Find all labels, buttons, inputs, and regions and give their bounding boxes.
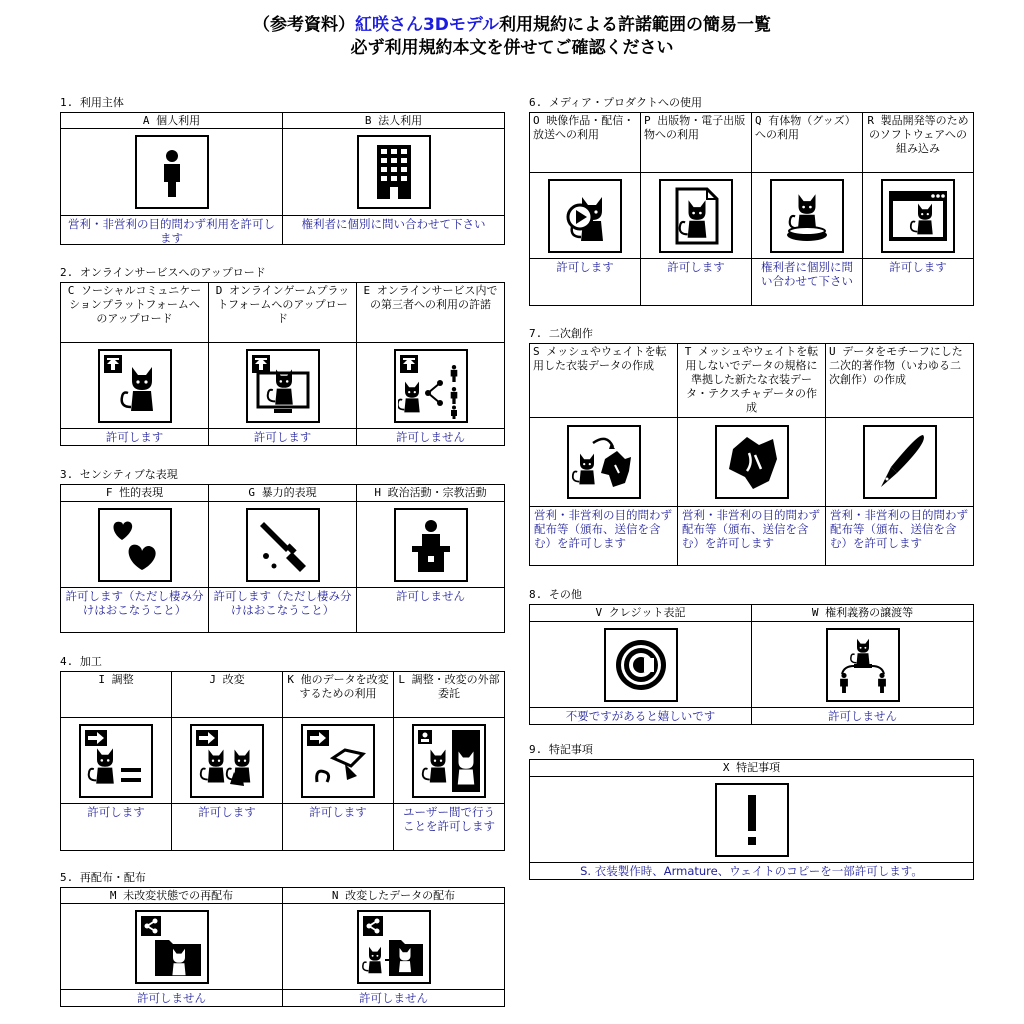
permission-text: 許可します（ただし棲み分けはおこなうこと） — [213, 589, 352, 617]
section-heading: 5. 再配布・配布 — [60, 871, 146, 884]
section-heading: 4. 加工 — [60, 655, 102, 668]
permission-text: 許可します — [198, 805, 256, 819]
section-media-products — [529, 96, 974, 306]
section-online-upload — [60, 266, 505, 446]
title-line-2: 必ず利用規約本文を併せてご確認ください — [350, 38, 674, 58]
software-window-icon — [881, 179, 955, 253]
permission-grid — [60, 671, 505, 851]
item-b — [283, 113, 505, 244]
item-c — [61, 283, 209, 445]
item-s — [530, 344, 678, 565]
permission-grid — [60, 484, 505, 633]
permission-grid — [60, 887, 505, 1007]
section-other — [529, 588, 974, 725]
video-icon — [548, 179, 622, 253]
section-heading: 9. 特記事項 — [529, 743, 593, 756]
permission-grid — [529, 343, 974, 566]
item-k — [283, 672, 394, 850]
copyright-icon — [604, 628, 678, 702]
exclamation-icon — [715, 783, 789, 857]
item-a — [61, 113, 283, 244]
publication-icon — [659, 179, 733, 253]
section-redistribution — [60, 871, 505, 1007]
item-label: S メッシュやウェイトを転用した衣装データの作成 — [530, 344, 677, 418]
outsource-icon — [412, 724, 486, 798]
share-third-party-icon — [394, 349, 468, 423]
item-l — [394, 672, 505, 850]
item-label: F 性的表現 — [61, 485, 208, 502]
permission-grid — [529, 759, 974, 880]
item-d — [209, 283, 357, 445]
item-i — [61, 672, 172, 850]
permission-text: 許可しません — [137, 991, 206, 1005]
item-label: U データをモチーフにした二次的著作物（いわゆる二次創作）の作成 — [826, 344, 973, 418]
item-u — [826, 344, 974, 565]
item-label: B 法人利用 — [283, 113, 504, 129]
item-n — [283, 888, 505, 1006]
modify-icon — [190, 724, 264, 798]
item-m — [61, 888, 283, 1006]
item-label: P 出版物・電子出版物への利用 — [641, 113, 751, 173]
permission-text: 不要ですがあると嬉しいです — [565, 709, 716, 723]
permission-text: ユーザー間で行うことを許可します — [403, 805, 495, 833]
permission-text: 許可します — [105, 430, 164, 444]
section-derivative-works — [529, 327, 974, 566]
title-suffix: 利用規約による許諾範囲の簡易一覧 — [499, 15, 772, 35]
permission-text: 許可します — [889, 260, 947, 274]
item-label: J 改変 — [172, 672, 282, 718]
section-sensitive — [60, 468, 505, 633]
item-f — [61, 485, 209, 632]
item-label: O 映像作品・配信・放送への利用 — [530, 113, 640, 173]
redistribute-icon — [135, 910, 209, 984]
section-heading: 2. オンラインサービスへのアップロード — [60, 266, 266, 279]
derive-icon — [301, 724, 375, 798]
page-title — [0, 14, 1024, 60]
permission-text: 営利・非営利の目的問わず配布等（頒布、送信を含む）を許可します — [534, 508, 672, 550]
knife-icon — [246, 508, 320, 582]
permission-text: 許可しません — [396, 430, 465, 444]
section-heading: 8. その他 — [529, 588, 582, 601]
permission-text: 許可しません — [828, 709, 897, 723]
item-label: C ソーシャルコミュニケーションプラットフォームへのアップロード — [61, 283, 208, 343]
item-x — [530, 760, 974, 879]
section-heading: 1. 利用主体 — [60, 96, 124, 109]
section-special-notes — [529, 743, 974, 880]
permission-text: 営利・非営利の目的問わず利用を許可します — [68, 217, 275, 244]
permission-grid — [60, 282, 505, 446]
item-w — [752, 605, 974, 724]
title-highlight: 紅咲さん3Dモデル — [354, 15, 500, 35]
costume-from-mesh-icon — [567, 425, 641, 499]
item-t — [678, 344, 826, 565]
permission-text: 許可します — [253, 430, 312, 444]
item-label: I 調整 — [61, 672, 171, 718]
pen-nib-icon — [863, 425, 937, 499]
permission-text: 営利・非営利の目的問わず配布等（頒布、送信を含む）を許可します — [830, 508, 968, 550]
item-label: R 製品開発等のためのソフトウェアへの組み込み — [863, 113, 973, 173]
section-heading: 3. センシティブな表現 — [60, 468, 178, 481]
title-line-1 — [0, 14, 1024, 37]
item-label: G 暴力的表現 — [209, 485, 356, 502]
item-label: N 改変したデータの配布 — [283, 888, 504, 904]
permission-text: 許可します — [309, 805, 367, 819]
item-o — [530, 113, 641, 305]
permission-grid — [60, 112, 505, 245]
section-processing — [60, 655, 505, 851]
item-label: H 政治活動・宗教活動 — [357, 485, 504, 502]
office-building-icon — [357, 135, 431, 209]
item-p — [641, 113, 752, 305]
permission-text: 権利者に個別に問い合わせて下さい — [301, 217, 486, 231]
distribute-modified-icon — [357, 910, 431, 984]
permission-text: 権利者に個別に問い合わせて下さい — [761, 260, 853, 288]
item-label: T メッシュやウェイトを転用しないでデータの規格に準拠した新たな衣装データ・テクスチャデータの作成 — [678, 344, 825, 418]
new-costume-icon — [715, 425, 789, 499]
permission-text: 許可しません — [359, 991, 428, 1005]
item-label: X 特記事項 — [530, 760, 973, 777]
item-h — [357, 485, 505, 632]
upload-game-icon — [246, 349, 320, 423]
item-label: L 調整・改変の外部委託 — [394, 672, 504, 718]
podium-icon — [394, 508, 468, 582]
hearts-icon — [98, 508, 172, 582]
permission-grid — [529, 112, 974, 306]
permission-text: 許可します — [667, 260, 725, 274]
item-label: M 未改変状態での再配布 — [61, 888, 282, 904]
item-label: Q 有体物（グッズ）への利用 — [752, 113, 862, 173]
section-heading: 6. メディア・プロダクトへの使用 — [529, 96, 702, 109]
upload-sns-icon — [98, 349, 172, 423]
item-e — [357, 283, 505, 445]
permission-grid — [529, 604, 974, 725]
person-icon — [135, 135, 209, 209]
permission-text: 許可します — [87, 805, 145, 819]
permission-text: 許可しません — [396, 589, 465, 603]
permission-text: 許可します — [556, 260, 614, 274]
item-label: D オンラインゲームプラットフォームへのアップロード — [209, 283, 356, 343]
title-prefix: （参考資料） — [252, 15, 355, 35]
item-j — [172, 672, 283, 850]
item-v — [530, 605, 752, 724]
item-label: E オンラインサービス内での第三者への利用の許諾 — [357, 283, 504, 343]
permission-text: 許可します（ただし棲み分けはおこなうこと） — [65, 589, 204, 617]
section-heading: 7. 二次創作 — [529, 327, 593, 340]
item-label: K 他のデータを改変するための利用 — [283, 672, 393, 718]
adjust-icon — [79, 724, 153, 798]
section-usage-subject — [60, 96, 505, 245]
item-label: A 個人利用 — [61, 113, 282, 129]
item-label: W 権利義務の譲渡等 — [752, 605, 973, 622]
item-r — [863, 113, 974, 305]
rights-transfer-icon — [826, 628, 900, 702]
item-g — [209, 485, 357, 632]
item-q — [752, 113, 863, 305]
permission-text: 営利・非営利の目的問わず配布等（頒布、送信を含む）を許可します — [682, 508, 820, 550]
item-label: V クレジット表記 — [530, 605, 751, 622]
figure-goods-icon — [770, 179, 844, 253]
permission-text: S. 衣装製作時、Armature、ウェイトのコピーを一部許可します。 — [580, 864, 923, 878]
